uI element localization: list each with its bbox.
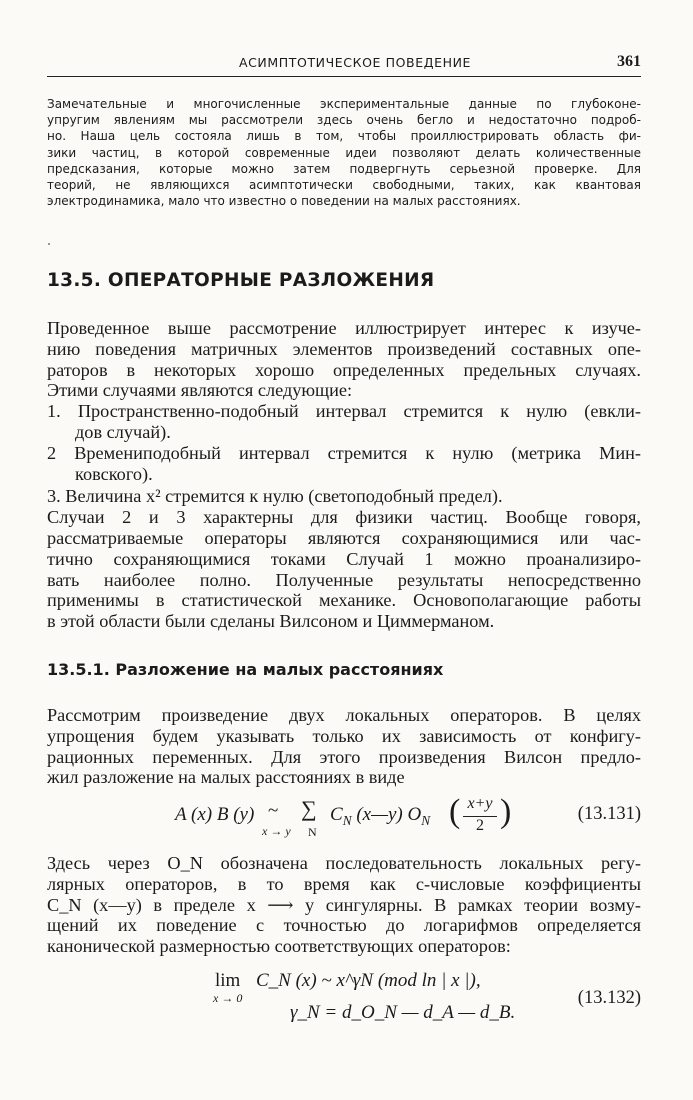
page-number: 361 (617, 53, 641, 70)
eq2-lim: lim (215, 970, 241, 991)
note-line: упругим явлениям мы рассмотрели здесь очень бегло и недостаточно подроб- (47, 113, 641, 128)
eq1-sum-symbol: ∑ (301, 796, 317, 821)
text-line: канонической размерностью соответствующих операторов: (47, 936, 511, 957)
text-line: C_N (x—y) в пределе x ⟶ y сингулярны. В рамках теории возму- (47, 894, 641, 915)
eq1-frac-den: 2 (476, 817, 484, 834)
paragraph-product (47, 705, 641, 788)
list-item-2-cont: ковского). (75, 463, 153, 484)
subsection-heading: 13.5.1. Разложение на малых расстояниях (47, 660, 444, 679)
eq1-number: (13.131) (577, 804, 641, 824)
text-line: щений их поведение с точностью до логарифмов определяется (47, 915, 641, 936)
eq1-frac-num: x+y (467, 795, 493, 812)
header-rule (47, 76, 641, 77)
note-line: предсказания, которые можно затем подвергнуть серьезной проверке. Для (47, 161, 641, 176)
text-line: тично сохраняющимися токами Случай 1 можно проанализиро- (47, 548, 641, 569)
text-line: Проведенное выше рассмотрение иллюстрирует интерес к изуче- (47, 318, 641, 338)
text-line: рационных переменных. Для этого произведения Вилсон предло- (47, 746, 641, 767)
list-item-1-cont: дов случай). (75, 421, 171, 442)
text-line: Рассмотрим произведение двух локальных операторов. В целях (47, 705, 641, 725)
text-line: нию поведения матричных элементов произведений составных опе- (47, 338, 641, 359)
note-line: зики частиц, в которой современные идеи позволяют делать количественные (47, 145, 641, 160)
section-heading: 13.5. ОПЕРАТОРНЫЕ РАЗЛОЖЕНИЯ (47, 270, 435, 291)
text-line: Здесь через O_N обозначена последовательность локальных регу- (47, 853, 641, 873)
list-item-2: 2 Времениподобный интервал стремится к нулю (метрика Мин- (47, 442, 641, 463)
text-line: в этой области были сделаны Вилсоном и Циммерманом. (47, 611, 495, 632)
eq1-arg: (x—y) O (356, 804, 422, 825)
text-line: упрощения будем указывать только их зависимость от конфигу- (47, 725, 641, 746)
text-line: вать наиболее полно. Полученные результаты непосредственно (47, 569, 641, 590)
footnote-block (47, 96, 641, 209)
eq1-rel: ~ (268, 800, 279, 821)
text-line: Случаи 2 и 3 характерны для физики частиц. Вообще говоря, (47, 507, 641, 528)
eq2-number: (13.132) (577, 988, 641, 1008)
eq2-line1: C_N (x) ~ x^γN (mod ln | x |), (256, 970, 481, 991)
eq1-lhs: A (x) B (y) (175, 804, 255, 825)
eq1-term: C (330, 804, 343, 825)
text-line: жил разложение на малых расстояниях в виде (47, 767, 405, 788)
running-title: АСИМПТОТИЧЕСКОЕ ПОВЕДЕНИЕ (238, 55, 472, 70)
list-item-1: 1. Пространственно-подобный интервал стремится к нулю (евкли- (47, 401, 641, 422)
eq2-lim-sub: x → 0 (213, 991, 243, 1005)
eq1-op-sub: N (421, 812, 431, 828)
note-line: теорий, не являющихся асимптотически свободными, таких, как квантовая (47, 178, 641, 193)
paragraph-intro (47, 318, 641, 632)
note-line: Замечательные и многочисленные экспериментальные данные по глубоконе- (47, 97, 641, 111)
text-line: раторов в некоторых хорошо определенных предельных случаях. (47, 359, 641, 380)
note-line: электродинамика, мало что известно о поведении на малых расстояниях. (47, 194, 521, 209)
note-line: но. Наша цель состояла лишь в том, чтобы проиллюстрировать область фи- (47, 129, 641, 144)
print-speck (48, 243, 50, 245)
eq2-line2: γ_N = d_O_N — d_A — d_B. (290, 1002, 516, 1023)
text-line: рассматриваемые операторы являются сохраняющимися или час- (47, 527, 641, 548)
list-item-3: 3. Величина x² стремится к нулю (светоподобный предел). (47, 486, 503, 507)
eq1-paren-open: ( (449, 793, 461, 830)
text-line: Этими случаями являются следующие: (47, 380, 353, 401)
eq1-sum-index: N (308, 825, 317, 839)
text-line: применимы в статистической механике. Основополагающие работы (47, 590, 641, 611)
eq1-term-sub: N (342, 812, 352, 828)
paragraph-expansion (47, 853, 641, 957)
eq1-paren-close: ) (500, 793, 512, 830)
eq1-limit: x → y (262, 824, 291, 838)
text-line: лярных операторов, в то время как c-числовые коэффициенты (47, 873, 641, 894)
